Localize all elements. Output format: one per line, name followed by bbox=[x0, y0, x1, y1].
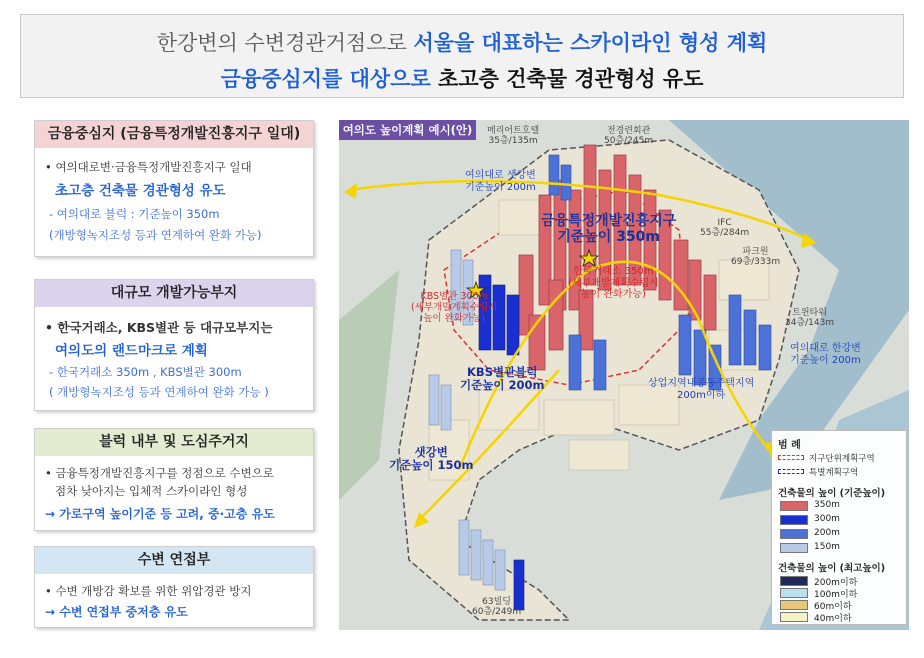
label-ifc bbox=[700, 218, 749, 239]
legend-swatch bbox=[780, 501, 808, 511]
map-title: 여의도 높이계획 예시(안) bbox=[339, 120, 476, 140]
legend-max-title: 건축물의 높이 (최고높이) bbox=[778, 563, 886, 574]
panel-block-interior bbox=[34, 428, 314, 531]
label-line: 전경련회관 bbox=[606, 126, 651, 136]
label-line: 기준높이 200m bbox=[465, 181, 536, 193]
panel-line: • 한국거래소, KBS별관 등 대규모부지는 bbox=[45, 320, 273, 335]
title-line-2 bbox=[21, 63, 903, 93]
title-box bbox=[20, 14, 904, 98]
label-saetgang bbox=[389, 446, 473, 472]
panel-line: • 금융특정개발진흥지구를 정점으로 수변으로 bbox=[45, 466, 274, 480]
label-meridien bbox=[487, 126, 539, 147]
title-2-blue: 금융중심지를 대상으로 bbox=[220, 67, 439, 91]
panel-arrow-line: → 수변 연접부 중저층 유도 bbox=[45, 605, 188, 619]
panel-line: • 수변 개방감 확보를 위한 위압경관 방지 bbox=[45, 584, 252, 598]
panel-heading: 수변 연접부 bbox=[35, 547, 313, 574]
legend-swatch bbox=[780, 576, 808, 586]
legend-swatch-label: 200m bbox=[814, 528, 840, 538]
legend-swatch bbox=[780, 612, 808, 622]
label-kbs bbox=[411, 292, 497, 325]
panel-line: ( 개방형녹지조성 등과 연계하여 완화 가능 ) bbox=[49, 385, 269, 399]
legend-swatch bbox=[780, 543, 808, 553]
title-1-gray: 한강변의 수변경관거점으로 bbox=[156, 31, 414, 55]
legend-swatch bbox=[780, 529, 808, 539]
label-line: 60층/249m bbox=[472, 607, 522, 618]
panel-large-sites bbox=[34, 279, 314, 411]
panel-line: (개방형녹지조성 등과 연계하여 완화 가능) bbox=[49, 228, 262, 242]
legend-swatch-label: 300m bbox=[814, 514, 840, 524]
label-line: 50층/245m bbox=[604, 136, 654, 147]
label-line: 여의대로 샛강변 bbox=[465, 170, 536, 181]
title-2-black: 초고층 건축물 경관형성 유도 bbox=[438, 67, 704, 91]
label-line: 55층/284m bbox=[700, 228, 750, 239]
legend-title: 범 례 bbox=[778, 440, 801, 451]
legend-swatch bbox=[780, 588, 808, 598]
legend-swatch-label: 350m bbox=[814, 500, 840, 510]
legend-line-blue bbox=[778, 469, 804, 474]
label-line: 63빌딩 bbox=[482, 597, 511, 607]
label-yeouidaero-north bbox=[465, 170, 536, 193]
label-line: 높이 완화가능) bbox=[580, 289, 646, 300]
label-line: 기준높이 200m bbox=[460, 378, 545, 393]
label-line: 기준높이 350m bbox=[557, 229, 661, 246]
label-line: 상업지역내공동주택지역 bbox=[648, 378, 755, 389]
panel-heading: 금융중심지 (금융특정개발진흥지구 일대) bbox=[35, 121, 313, 148]
label-line: 여의대로 한강변 bbox=[790, 343, 861, 354]
legend-std-title: 건축물의 높이 (기준높이) bbox=[778, 488, 886, 499]
label-line: 트윈타워 bbox=[792, 308, 827, 318]
legend-swatch-label: 200m이하 bbox=[814, 578, 858, 588]
label-line: 200m이하 bbox=[677, 389, 726, 401]
panel-highlight: 여의도의 랜드마크로 계획 bbox=[55, 343, 208, 359]
label-63-building bbox=[472, 597, 521, 618]
label-kbs-block bbox=[460, 366, 544, 392]
label-jeongyeong bbox=[604, 126, 653, 147]
legend-swatch-label: 40m이하 bbox=[814, 614, 852, 624]
legend-line-label: 지구단위계획구역 bbox=[809, 454, 875, 464]
label-line: (세부개발계획수립시 bbox=[568, 277, 659, 289]
label-line: (세부개발계획수립시 bbox=[411, 301, 498, 313]
panel-line: - 한국거래소 350m , KBS별관 300m bbox=[49, 365, 242, 379]
label-line: 높이 완화가능) bbox=[423, 312, 486, 324]
label-twin-tower bbox=[785, 308, 834, 329]
legend-swatch-label: 60m이하 bbox=[814, 602, 852, 612]
legend-swatch bbox=[780, 600, 808, 610]
legend-swatch bbox=[780, 515, 808, 525]
label-line: 파크원 bbox=[742, 247, 769, 257]
label-yeouidaero-hangang bbox=[790, 343, 861, 366]
label-financial-zone bbox=[541, 213, 676, 245]
panel-heading: 블럭 내부 및 도심주거지 bbox=[35, 429, 313, 456]
panel-line: - 여의대로 블럭 : 기준높이 350m bbox=[49, 207, 220, 221]
label-line: 금융특정개발진흥지구 bbox=[541, 213, 677, 229]
panel-line: • 여의대로변·금융특정개발진흥지구 일대 bbox=[45, 160, 252, 174]
panel-heading: 대규모 개발가능부지 bbox=[35, 280, 313, 307]
label-line: 샛강변 bbox=[414, 445, 448, 459]
label-line: 기준높이 200m bbox=[790, 354, 861, 366]
panel-line: 점차 낮아지는 입체적 스카이라인 형성 bbox=[55, 484, 248, 498]
panel-financial-center bbox=[34, 120, 314, 257]
legend-line-red bbox=[778, 455, 804, 460]
panel-waterfront bbox=[34, 546, 314, 628]
label-line: KBS별관 300m bbox=[420, 291, 488, 302]
legend-swatch-label: 100m이하 bbox=[814, 590, 858, 600]
label-line: 메리어트호텔 bbox=[487, 126, 540, 136]
title-1-blue: 서울을 대표하는 스카이라인 형성 계획 bbox=[413, 31, 768, 55]
legend-swatch-label: 150m bbox=[814, 542, 840, 552]
label-line: KBS별관블럭 bbox=[467, 365, 538, 379]
label-line: 69층/333m bbox=[731, 257, 781, 268]
label-line: 35층/135m bbox=[488, 136, 538, 147]
panel-arrow-line: → 가로구역 높이기준 등 고려, 중·고층 유도 bbox=[45, 507, 275, 521]
label-krx bbox=[568, 266, 659, 301]
label-line: 기준높이 150m bbox=[389, 458, 474, 473]
label-commercial-housing bbox=[648, 378, 754, 401]
legend bbox=[771, 430, 907, 625]
label-parc1 bbox=[731, 247, 780, 268]
legend-line-label: 특별계획구역 bbox=[809, 468, 859, 478]
label-line: 한국거래소 350m bbox=[573, 266, 654, 277]
panel-highlight: 초고층 건축물 경관형성 유도 bbox=[55, 183, 226, 199]
title-line-1 bbox=[21, 27, 903, 57]
label-line: IFC bbox=[717, 218, 732, 228]
label-line: 34층/143m bbox=[785, 318, 835, 329]
